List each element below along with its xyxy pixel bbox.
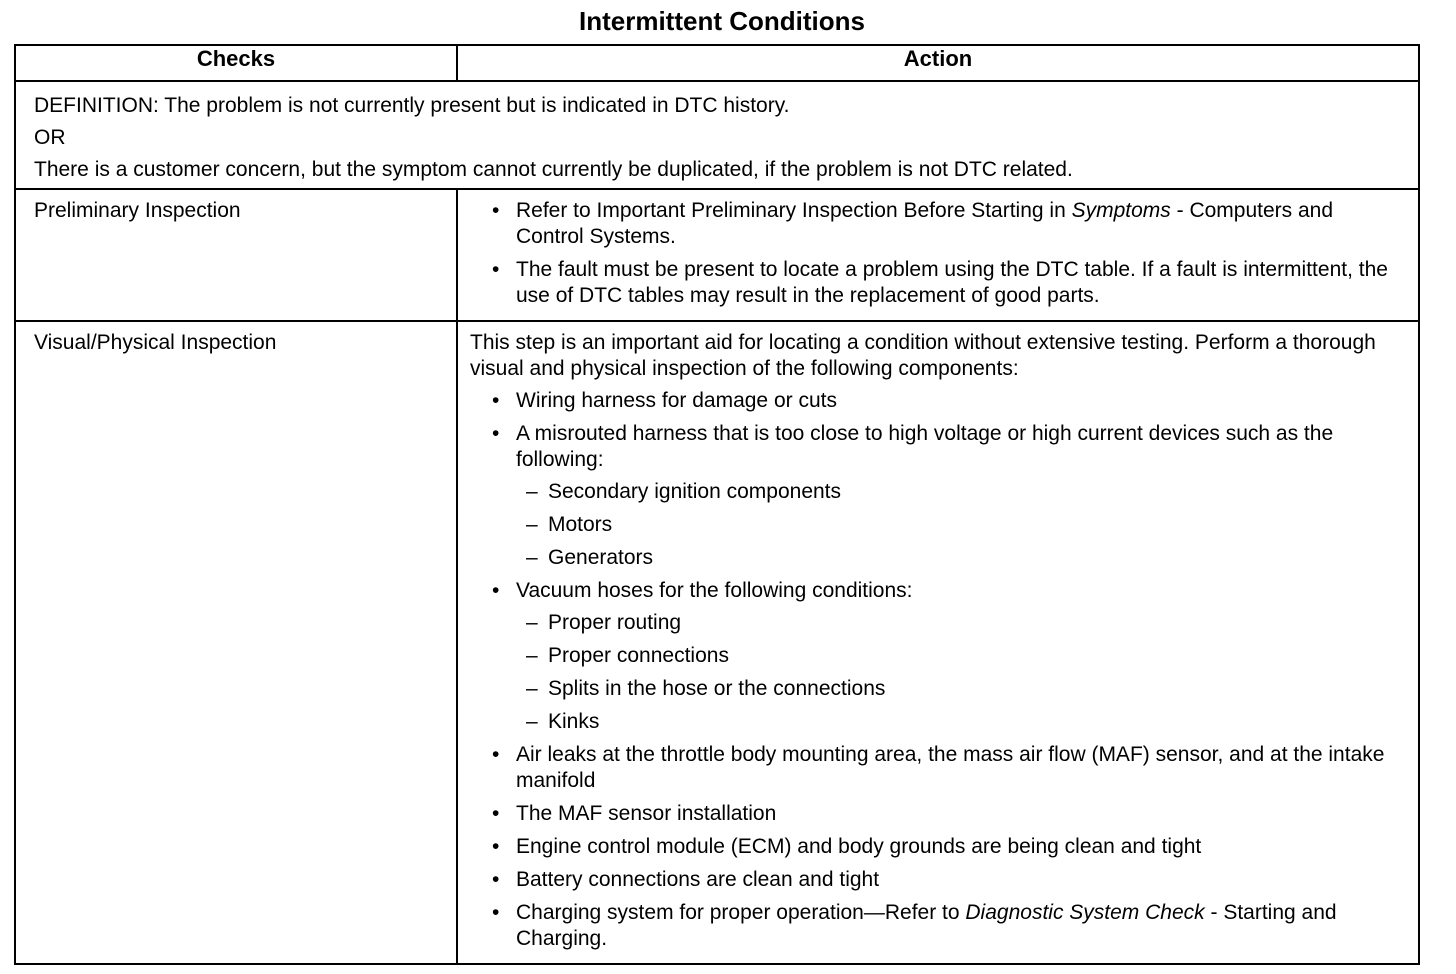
definition-or: OR bbox=[34, 126, 66, 149]
sub-list-item: – Secondary ignition components bbox=[516, 479, 1406, 505]
intro-text: This step is an important aid for locating a condition without extensive testing. Perform a thorough visual and physical inspection of the following components: bbox=[470, 331, 1376, 380]
sub-list-item: – Proper routing bbox=[516, 610, 1406, 636]
list-item: • Wiring harness for damage or cuts bbox=[470, 388, 1406, 414]
list-item bbox=[470, 198, 1406, 250]
list-item bbox=[470, 578, 1406, 735]
sub-list bbox=[516, 479, 1406, 571]
sub-list bbox=[516, 610, 1406, 735]
action-header: Action bbox=[457, 45, 1419, 81]
action-visual bbox=[457, 321, 1419, 964]
bullet-text: A misrouted harness that is too close to high voltage or high current devices such as the following: bbox=[516, 422, 1334, 471]
conditions-table bbox=[14, 44, 1420, 965]
list-item bbox=[470, 900, 1406, 952]
table-row bbox=[15, 189, 1419, 321]
table-row bbox=[15, 321, 1419, 964]
bullet-text: - Computers and Control Systems. bbox=[516, 199, 1334, 248]
list-item: • Air leaks at the throttle body mounting area, the mass air flow (MAF) sensor, and at the intake manifold bbox=[470, 742, 1406, 794]
sub-list-item: – Motors bbox=[516, 512, 1406, 538]
list-item: • Battery connections are clean and tight bbox=[470, 867, 1406, 893]
definition-row bbox=[15, 81, 1419, 189]
action-preliminary bbox=[457, 189, 1419, 321]
sub-list-item: – Kinks bbox=[516, 709, 1406, 735]
definition-cell bbox=[15, 81, 1419, 189]
list-item: • The MAF sensor installation bbox=[470, 801, 1406, 827]
checks-header: Checks bbox=[15, 45, 457, 81]
check-preliminary: Preliminary Inspection bbox=[15, 189, 457, 321]
bullet-text: Charging system for proper operation—Refer to bbox=[516, 901, 966, 924]
bullet-list bbox=[470, 198, 1406, 309]
list-item bbox=[470, 421, 1406, 571]
bullet-text: Refer to Important Preliminary Inspection Before Starting in bbox=[516, 199, 1072, 222]
reference-diagnostic-check: Diagnostic System Check bbox=[965, 901, 1205, 924]
check-visual: Visual/Physical Inspection bbox=[15, 321, 457, 964]
reference-symptoms: Symptoms bbox=[1071, 199, 1171, 222]
sub-list-item: – Proper connections bbox=[516, 643, 1406, 669]
header-row bbox=[15, 45, 1419, 81]
sub-list-item: – Generators bbox=[516, 545, 1406, 571]
sub-list-item: – Splits in the hose or the connections bbox=[516, 676, 1406, 702]
bullet-text: Vacuum hoses for the following conditions: bbox=[516, 579, 913, 602]
bullet-text: - Starting and Charging. bbox=[516, 901, 1337, 950]
definition-text: DEFINITION: The problem is not currently present but is indicated in DTC history. bbox=[34, 94, 790, 117]
definition-alt-text: There is a customer concern, but the symptom cannot currently be duplicated, if the problem is not DTC related. bbox=[34, 158, 1073, 181]
page-title: Intermittent Conditions bbox=[579, 6, 865, 36]
bullet-list bbox=[470, 388, 1406, 952]
list-item: • Engine control module (ECM) and body grounds are being clean and tight bbox=[470, 834, 1406, 860]
list-item: • The fault must be present to locate a problem using the DTC table. If a fault is intermittent, the use of DTC tables may result in the replacement of good parts. bbox=[470, 257, 1406, 309]
